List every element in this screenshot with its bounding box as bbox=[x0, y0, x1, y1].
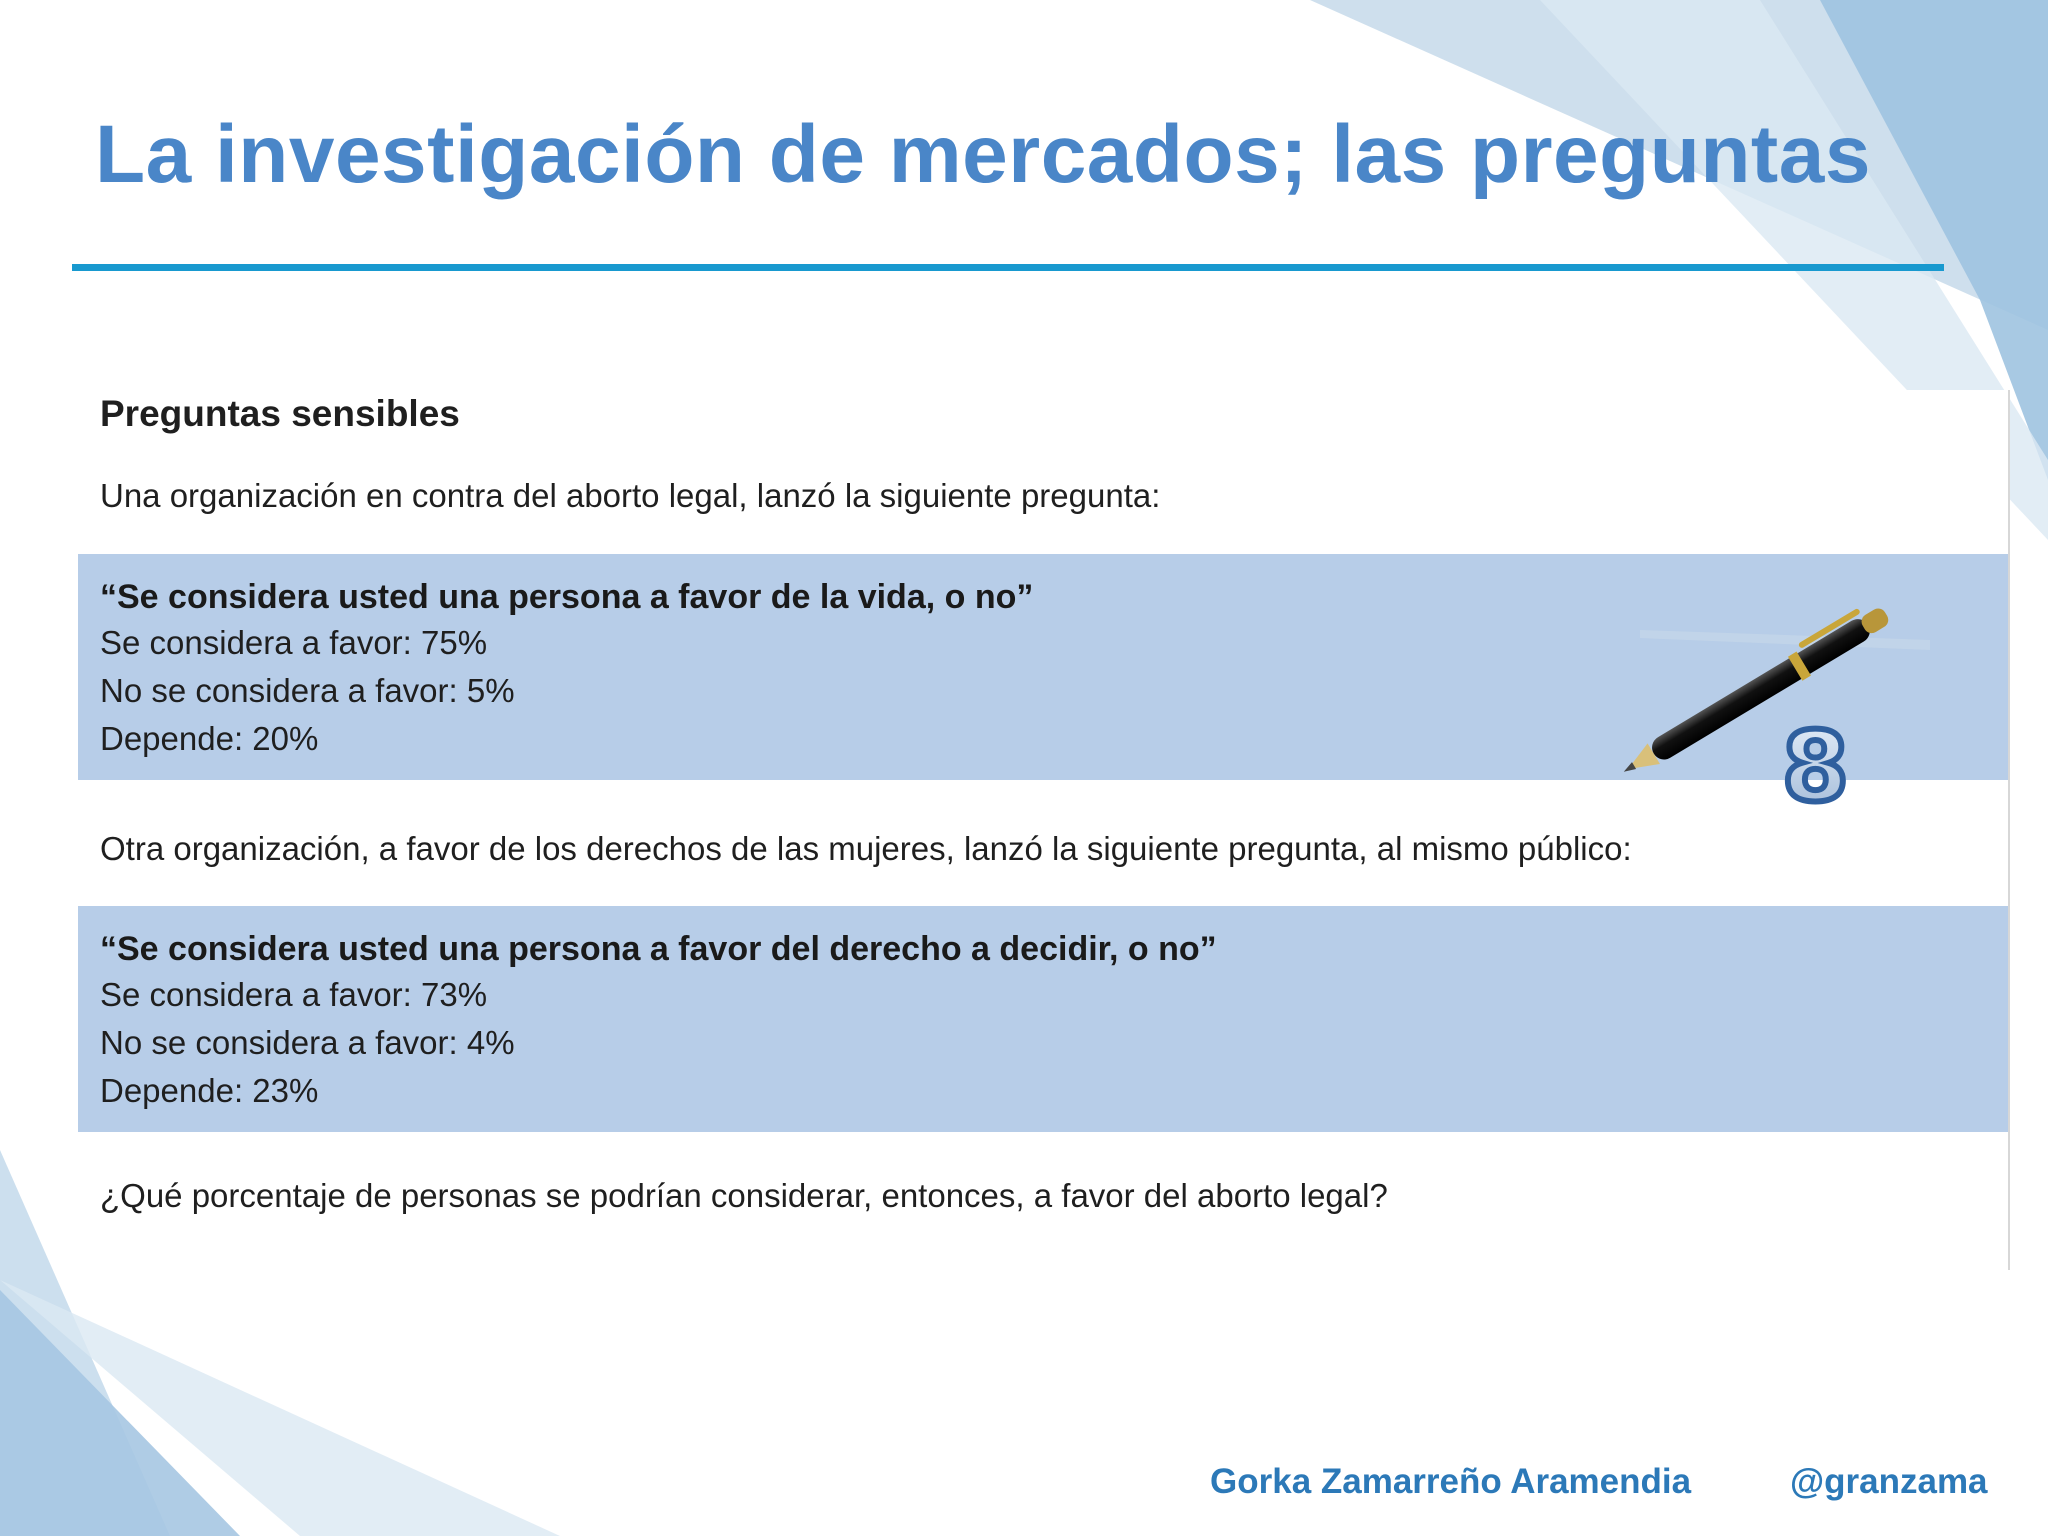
title-divider bbox=[72, 264, 1944, 271]
footer-handle: @granzama bbox=[1790, 1462, 1988, 1501]
closing-question: ¿Qué porcentaje de personas se podrían considerar, entonces, a favor del aborto legal? bbox=[100, 1177, 1388, 1214]
question-2-answer-depends: Depende: 23% bbox=[100, 1072, 319, 1109]
question-1-answer-against: No se considera a favor: 5% bbox=[100, 672, 515, 709]
question-2-text: “Se considera usted una persona a favor del derecho a decidir, o no” bbox=[100, 930, 1217, 968]
question-2-answer-against: No se considera a favor: 4% bbox=[100, 1024, 515, 1061]
intro-text-1: Una organización en contra del aborto legal, lanzó la siguiente pregunta: bbox=[100, 477, 1161, 514]
question-2-answer-favor: Se considera a favor: 73% bbox=[100, 976, 488, 1013]
intro-text-2: Otra organización, a favor de los derechos de las mujeres, lanzó la siguiente pregunta, al mismo público: bbox=[100, 830, 1632, 867]
pen-icon bbox=[1600, 560, 1940, 810]
question-box-2 bbox=[78, 906, 2008, 1132]
pen-number-label: 8 bbox=[1782, 711, 1849, 810]
footer-author: Gorka Zamarreño Aramendia bbox=[1210, 1462, 1692, 1501]
section-heading: Preguntas sensibles bbox=[100, 393, 460, 434]
question-1-answer-favor: Se considera a favor: 75% bbox=[100, 624, 488, 661]
question-1-answer-depends: Depende: 20% bbox=[100, 720, 319, 757]
slide-title: La investigación de mercados; las preguntas bbox=[95, 109, 1871, 200]
question-1-text: “Se considera usted una persona a favor de la vida, o no” bbox=[100, 578, 1034, 616]
